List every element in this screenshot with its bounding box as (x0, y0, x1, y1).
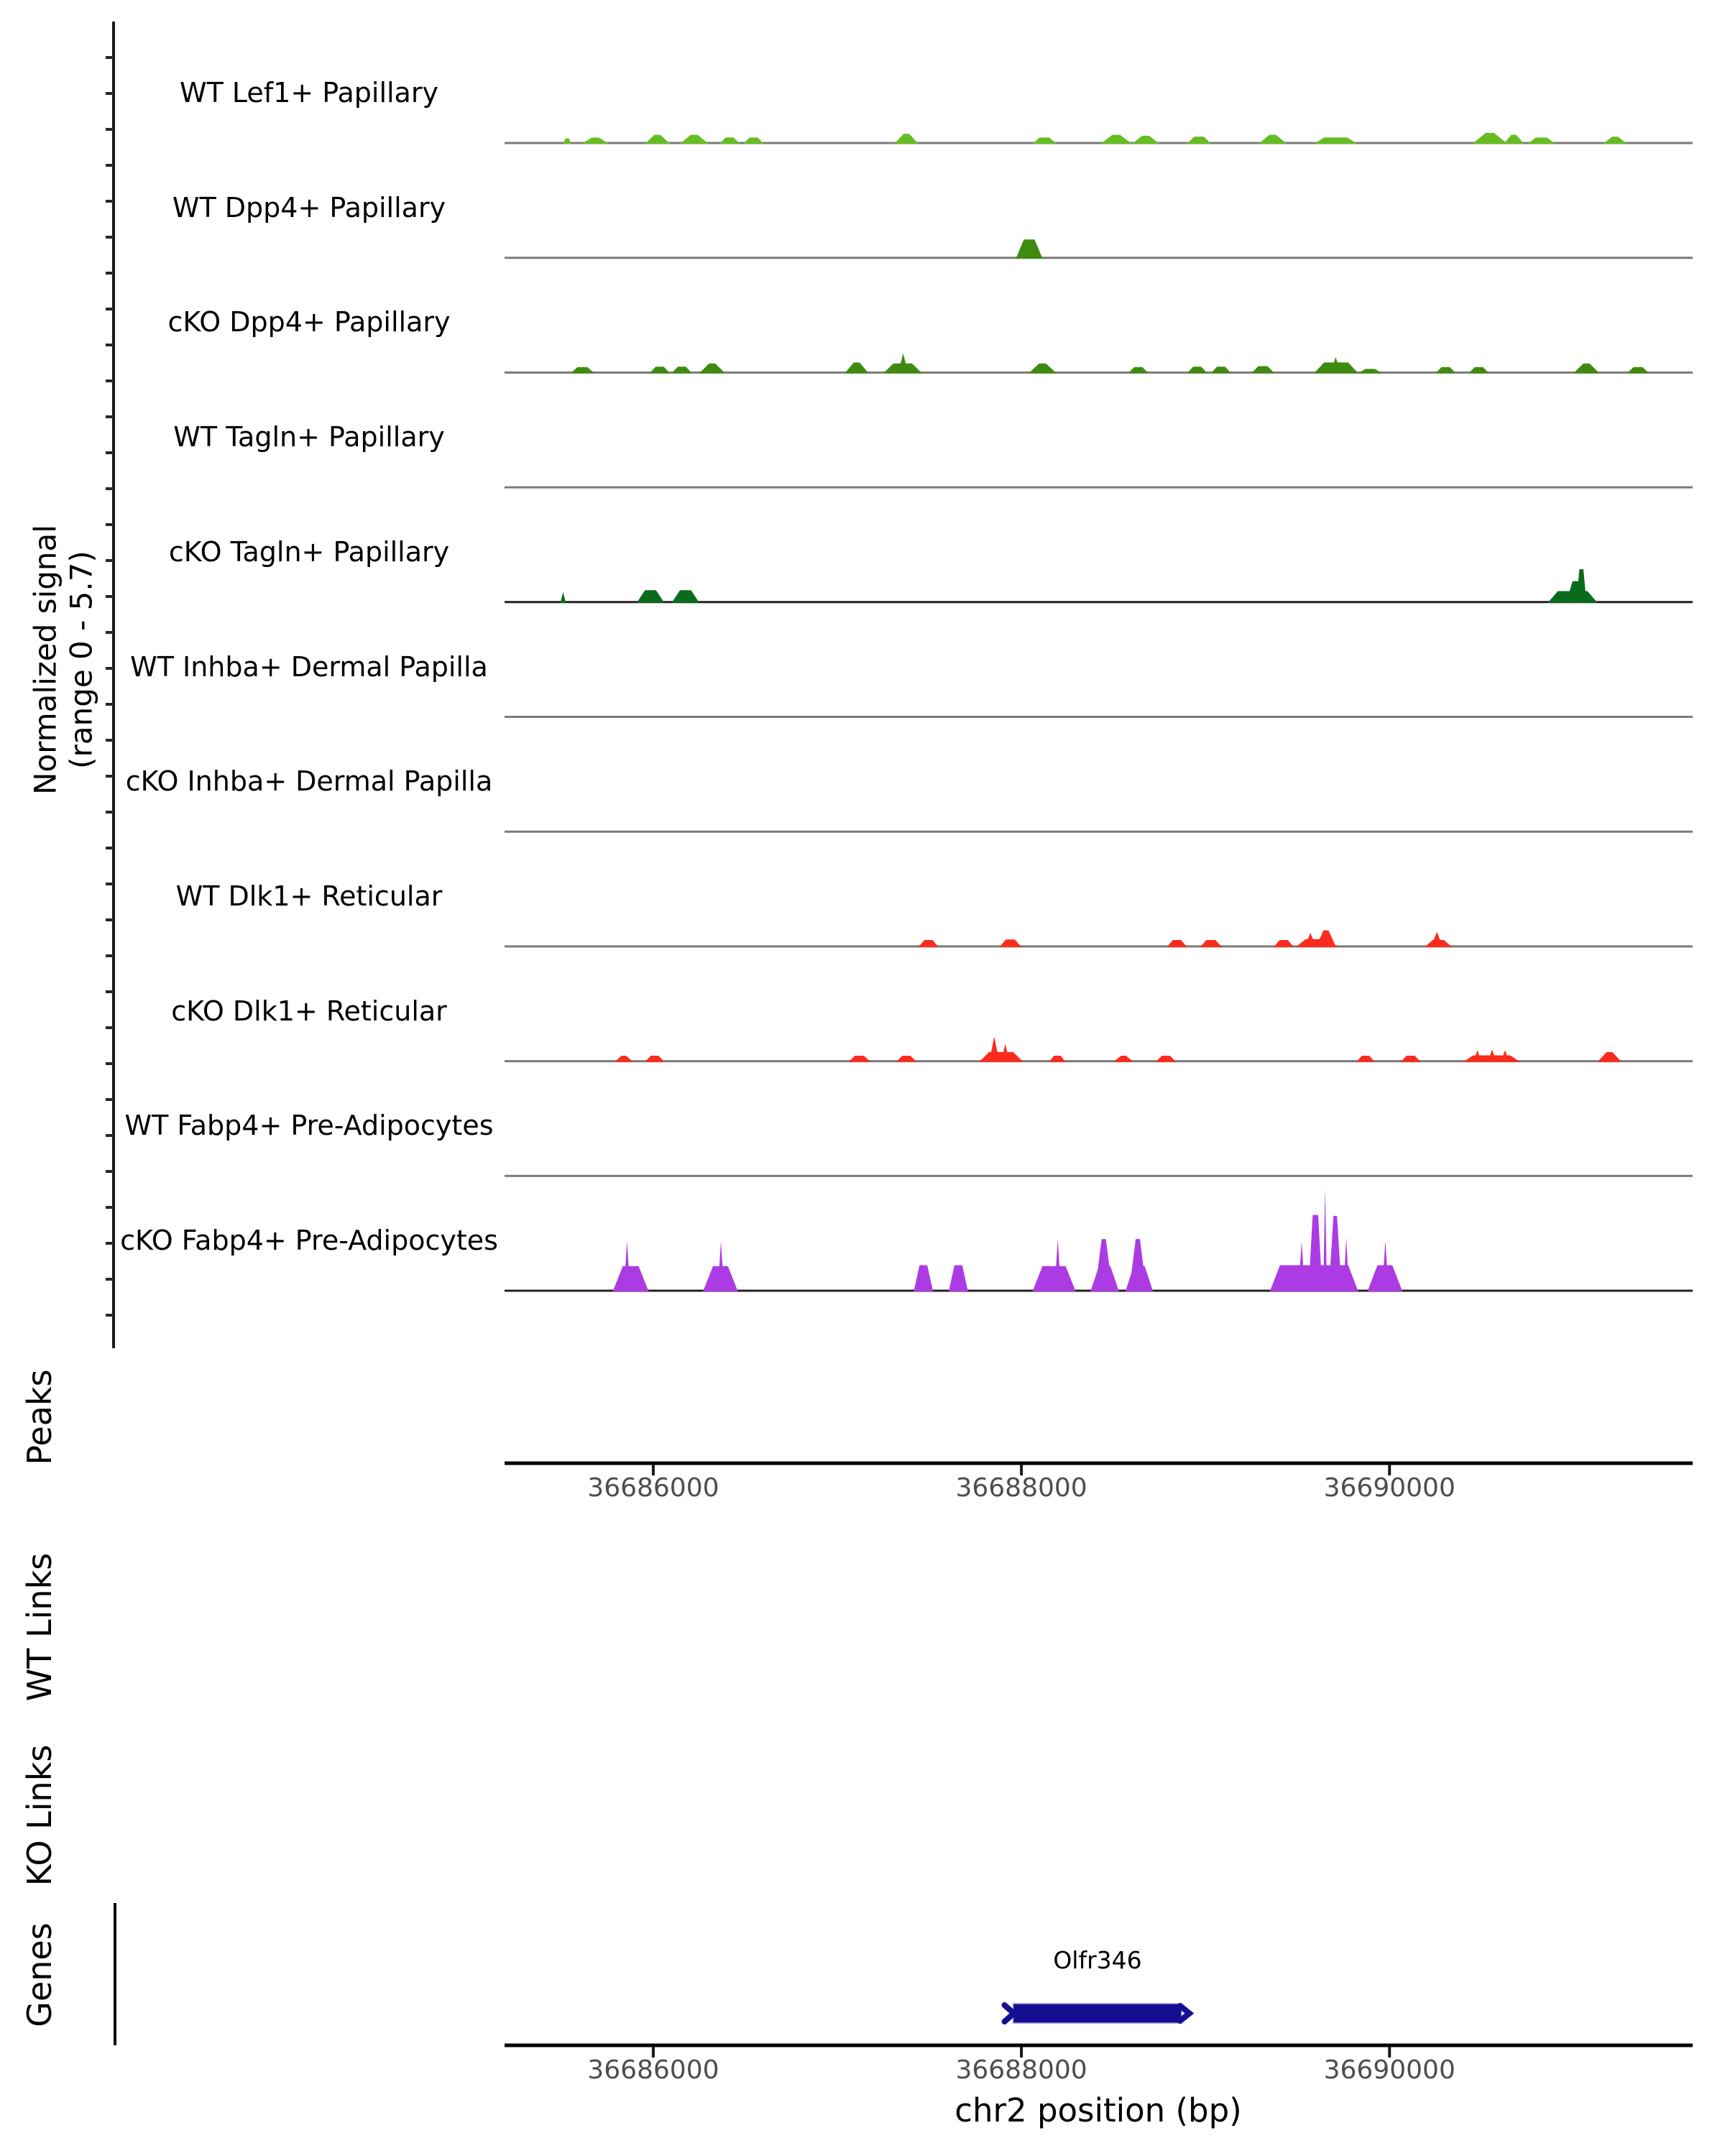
signal-peak (645, 1056, 664, 1062)
signal-peak (1309, 1215, 1322, 1291)
signal-peak (1129, 1239, 1146, 1291)
signal-peak (999, 939, 1021, 947)
gene-name-label: Olfr346 (1053, 1946, 1142, 1974)
track-label-5: cKO Tagln+ Papillary (168, 535, 450, 568)
signal-peak (1029, 364, 1056, 374)
signal-peak (1167, 940, 1187, 947)
signal-peak (581, 137, 609, 144)
signal-peak (1573, 364, 1599, 374)
signal-peak (563, 139, 571, 144)
track-label-6: WT Inhba+ Dermal Papilla (130, 650, 488, 683)
signal-peak (979, 1052, 1023, 1062)
signal-peak (1323, 1187, 1327, 1291)
signal-peak (1054, 1239, 1061, 1291)
genome-axis-tick-label: 36688000 (955, 2055, 1087, 2085)
track-label-1: WT Lef1+ Papillary (180, 77, 438, 109)
signal-peak (672, 367, 692, 373)
y-axis-title-line2: (range 0 - 5.7) (63, 550, 98, 769)
peaks-section-label: Peaks (20, 1369, 59, 1465)
signal-peak (743, 137, 763, 144)
signal-peak (1358, 369, 1382, 373)
signal-peak (1032, 137, 1056, 144)
wt-links-section-label: WT Links (20, 1552, 59, 1702)
signal-peak (896, 1056, 916, 1062)
signal-peak (645, 135, 670, 144)
ko-links-section-label: KO Links (20, 1744, 59, 1886)
signal-peak (1504, 135, 1524, 144)
signal-peak (672, 590, 699, 603)
signal-peak (561, 592, 566, 603)
signal-peak (848, 1056, 870, 1062)
signal-peak (1472, 133, 1507, 144)
y-axis-title-line1: Normalized signal (27, 525, 63, 795)
signal-peak (1187, 137, 1211, 144)
signal-peak (1132, 136, 1159, 144)
signal-peak (1468, 367, 1489, 374)
signal-peak (1316, 931, 1336, 947)
signal-peak (1200, 940, 1222, 947)
signal-peak (1314, 137, 1357, 144)
signal-peak (637, 590, 664, 603)
signal-peak (919, 940, 939, 947)
signal-peak (845, 362, 868, 373)
signal-peak (1435, 367, 1455, 374)
peaks-axis-tick-label: 36688000 (955, 1473, 1087, 1503)
signal-peak (650, 367, 670, 373)
signal-peak (898, 354, 908, 374)
signal-peak (1016, 239, 1042, 258)
track-label-3: cKO Dpp4+ Papillary (167, 306, 451, 338)
signal-peak (949, 1265, 968, 1291)
signal-peak (1113, 1056, 1133, 1062)
signal-peak (699, 364, 725, 374)
track-label-9: cKO Dlk1+ Reticular (171, 995, 447, 1027)
signal-peak (1401, 1056, 1421, 1062)
track-label-8: WT Dlk1+ Reticular (175, 880, 443, 912)
signal-peak (1187, 367, 1208, 373)
signal-peak (1627, 367, 1650, 374)
signal-peak (1274, 940, 1294, 947)
signal-peak (680, 135, 709, 144)
signal-peak (1095, 1239, 1113, 1291)
signal-peak (1211, 367, 1231, 373)
signal-peak (1527, 137, 1555, 144)
signal-peak (1603, 137, 1627, 144)
signal-peak (1598, 1052, 1622, 1062)
signal-peak (1431, 932, 1443, 947)
signal-peak (1356, 1056, 1375, 1062)
signal-peak (571, 367, 594, 374)
gene-strand-chevron-left (1005, 2005, 1014, 2022)
signal-peak (1329, 1216, 1342, 1291)
signal-peak (719, 137, 740, 144)
x-axis-title: chr2 position (bp) (954, 2091, 1242, 2129)
signal-peak (1251, 367, 1274, 374)
signal-peak (1049, 1056, 1065, 1062)
peaks-axis-tick-label: 36690000 (1323, 1473, 1455, 1503)
track-label-2: WT Dpp4+ Papillary (172, 191, 446, 224)
gene-body (1013, 2004, 1182, 2023)
peaks-axis-tick-label: 36686000 (587, 1473, 719, 1503)
genes-section-label: Genes (20, 1922, 59, 2027)
signal-peak (613, 1266, 649, 1291)
signal-peak (615, 1056, 633, 1062)
signal-peak (989, 1036, 999, 1061)
signal-peak (1100, 135, 1132, 144)
y-axis-title (27, 525, 98, 795)
signal-peak (1259, 135, 1286, 144)
genome-axis-tick-label: 36686000 (587, 2055, 719, 2085)
signal-peak (914, 1265, 933, 1291)
signal-peak (1156, 1056, 1176, 1062)
track-label-10: WT Fabp4+ Pre-Adipocytes (124, 1110, 494, 1142)
track-label-11: cKO Fabp4+ Pre-Adipocytes (120, 1225, 498, 1256)
signal-peak (894, 134, 918, 144)
track-label-7: cKO Inhba+ Dermal Papilla (125, 765, 493, 798)
signal-peak (1343, 1238, 1349, 1291)
signal-peak (1032, 1266, 1075, 1291)
genome-axis-tick-label: 36690000 (1323, 2055, 1455, 2085)
track-label-4: WT Tagln+ Papillary (173, 421, 445, 453)
signal-peak (1128, 367, 1149, 374)
